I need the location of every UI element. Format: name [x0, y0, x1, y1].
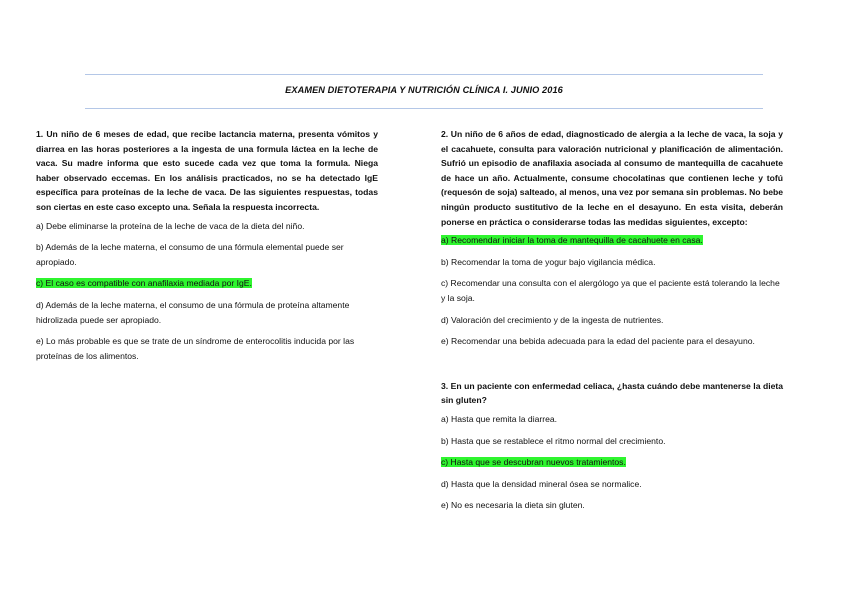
header-bottom-rule	[85, 108, 763, 109]
header-top-rule	[85, 74, 763, 75]
question-1-option-d: d) Además de la leche materna, el consumo de una fórmula de proteína altamente hidrolizada puede ser apropiado.	[36, 299, 350, 325]
page-title: EXAMEN DIETOTERAPIA Y NUTRICIÓN CLÍNICA I. JUNIO 2016	[285, 85, 563, 95]
question-1-option-c-highlighted: c) El caso es compatible con anafilaxia mediada por IgE.	[36, 278, 252, 289]
question-3-option-a: a) Hasta que remita la diarrea.	[441, 413, 558, 424]
question-2-stem: 2. Un niño de 6 años de edad, diagnosticado de alergia a la leche de vaca, la soja y el cacahuete, consulta para valoración nutricional y planificación de alimentación. Sufrió un episodio de anafilaxia asociada al consumo de mantequilla de cacahuete de hace un año. Actualmente, consume chocolatinas que contienen leche y tofú (requesón de soja) salteado, al menos, una vez por semana sin problemas. No bebe ningún producto sustitutivo de la leche en el desayuno. En esta visita, deberán ponerse en práctica o considerarse todas las medidas siguientes, excepto:	[441, 129, 783, 227]
question-2-option-a-highlighted: a) Recomendar iniciar la toma de mantequilla de cacahuete en casa.	[441, 235, 703, 246]
question-3-option-c-highlighted: c) Hasta que se descubran nuevos tratamientos.	[441, 457, 626, 468]
question-3-option-d: d) Hasta que la densidad mineral ósea se normalice.	[441, 478, 642, 489]
question-3-option-b: b) Hasta que se restablece el ritmo normal del crecimiento.	[441, 435, 666, 446]
left-column	[36, 127, 378, 370]
question-3-option-e: e) No es necesaria la dieta sin gluten.	[441, 500, 585, 511]
question-1-option-b: b) Además de la leche materna, el consumo de una fórmula elemental puede ser apropiado.	[36, 242, 344, 267]
question-1-stem: 1. Un niño de 6 meses de edad, que recibe lactancia materna, presenta vómitos y diarrea en las horas posteriores a la ingesta de una formula láctea en la leche de vaca. Su madre informa que esto sucede cada vez que toma la formula. Niega haber observado eccemas. En los análisis practicados, no se ha detectado IgE específica para proteínas de la leche de vaca. De las siguientes respuestas, todas son ciertas en este caso excepto una. Señala la respuesta incorrecta.	[36, 129, 378, 212]
question-1-option-e: e) Lo más probable es que se trate de un síndrome de enterocolitis inducida por las proteínas de los alimentos.	[36, 336, 355, 361]
question-2-option-b: b) Recomendar la toma de yogur bajo vigilancia médica.	[441, 256, 656, 267]
question-3-stem: 3. En un paciente con enfermedad celiaca, ¿hasta cuándo debe mantenerse la dieta sin gluten?	[441, 380, 783, 406]
question-2-option-c: c) Recomendar una consulta con el alergólogo ya que el paciente está tolerando la leche y la soja.	[441, 278, 780, 303]
question-1-option-a: a) Debe eliminarse la proteína de la leche de vaca de la dieta del niño.	[36, 220, 305, 231]
question-2-option-e: e) Recomendar una bebida adecuada para la edad del paciente para el desayuno.	[441, 336, 755, 347]
right-column	[441, 127, 783, 520]
question-2-option-d: d) Valoración del crecimiento y de la ingesta de nutrientes.	[441, 314, 664, 325]
